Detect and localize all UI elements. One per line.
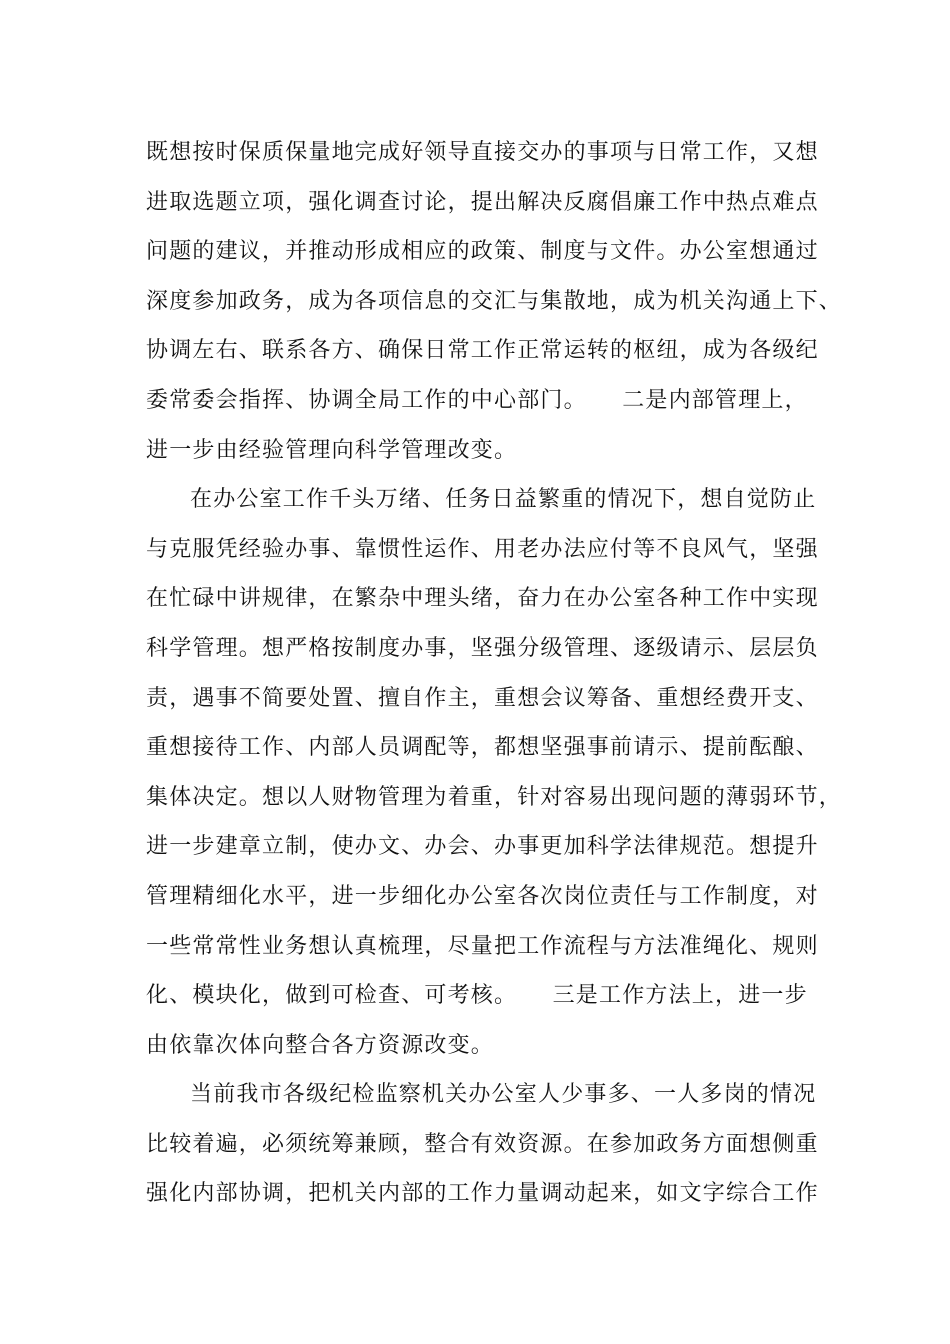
text-line: 与克服凭经验办事、靠惯性运作、用老办法应付等不良风气，坚强 — [146, 536, 819, 562]
text-line: 一些常常性业务想认真梳理，尽量把工作流程与方法准绳化、规则 — [146, 933, 819, 959]
paragraph-first-line: 在办公室工作千头万绪、任务日益繁重的情况下，想自觉防止 — [190, 487, 817, 513]
text-line: 责，遇事不简要处置、擅自作主，重想会议筹备、重想经费开支、 — [146, 685, 819, 711]
text-line: 管理精细化水平，进一步细化办公室各次岗位责任与工作制度，对 — [146, 883, 819, 909]
text-line: 化、模块化，做到可检查、可考核。 三是工作方法上，进一步 — [146, 983, 808, 1009]
body-text — [146, 128, 846, 1219]
text-line: 进一步建章立制，使办文、办会、办事更加科学法律规范。想提升 — [146, 834, 819, 860]
text-line: 深度参加政务，成为各项信息的交汇与集散地，成为机关沟通上下、 — [146, 288, 843, 314]
text-line: 进一步由经验管理向科学管理改变。 — [146, 437, 518, 463]
text-line: 强化内部协调，把机关内部的工作力量调动起来，如文字综合工作 — [146, 1181, 819, 1207]
text-line: 协调左右、联系各方、确保日常工作正常运转的枢纽，成为各级纪 — [146, 338, 819, 364]
text-line: 集体决定。想以人财物管理为着重，针对容易出现问题的薄弱环节， — [146, 784, 843, 810]
text-line: 科学管理。想严格按制度办事，坚强分级管理、逐级请示、层层负 — [146, 635, 819, 661]
text-line: 既想按时保质保量地完成好领导直接交办的事项与日常工作，又想 — [146, 140, 819, 165]
text-line: 重想接待工作、内部人员调配等，都想坚强事前请示、提前酝酿、 — [146, 735, 819, 761]
text-line: 进取选题立项，强化调查讨论，提出解决反腐倡廉工作中热点难点 — [146, 189, 819, 215]
text-line: 问题的建议，并推动形成相应的政策、制度与文件。办公室想通过 — [146, 239, 819, 265]
text-line: 委常委会指挥、协调全局工作的中心部门。 二是内部管理上， — [146, 387, 808, 413]
paragraph-first-line: 当前我市各级纪检监察机关办公室人少事多、一人多岗的情况 — [190, 1082, 817, 1108]
text-line: 在忙碌中讲规律，在繁杂中理头绪，奋力在办公室各种工作中实现 — [146, 586, 819, 612]
text-line: 由依靠次体向整合各方资源改变。 — [146, 1032, 495, 1058]
text-line: 比较着遍，必须统筹兼顾，整合有效资源。在参加政务方面想侧重 — [146, 1131, 819, 1157]
